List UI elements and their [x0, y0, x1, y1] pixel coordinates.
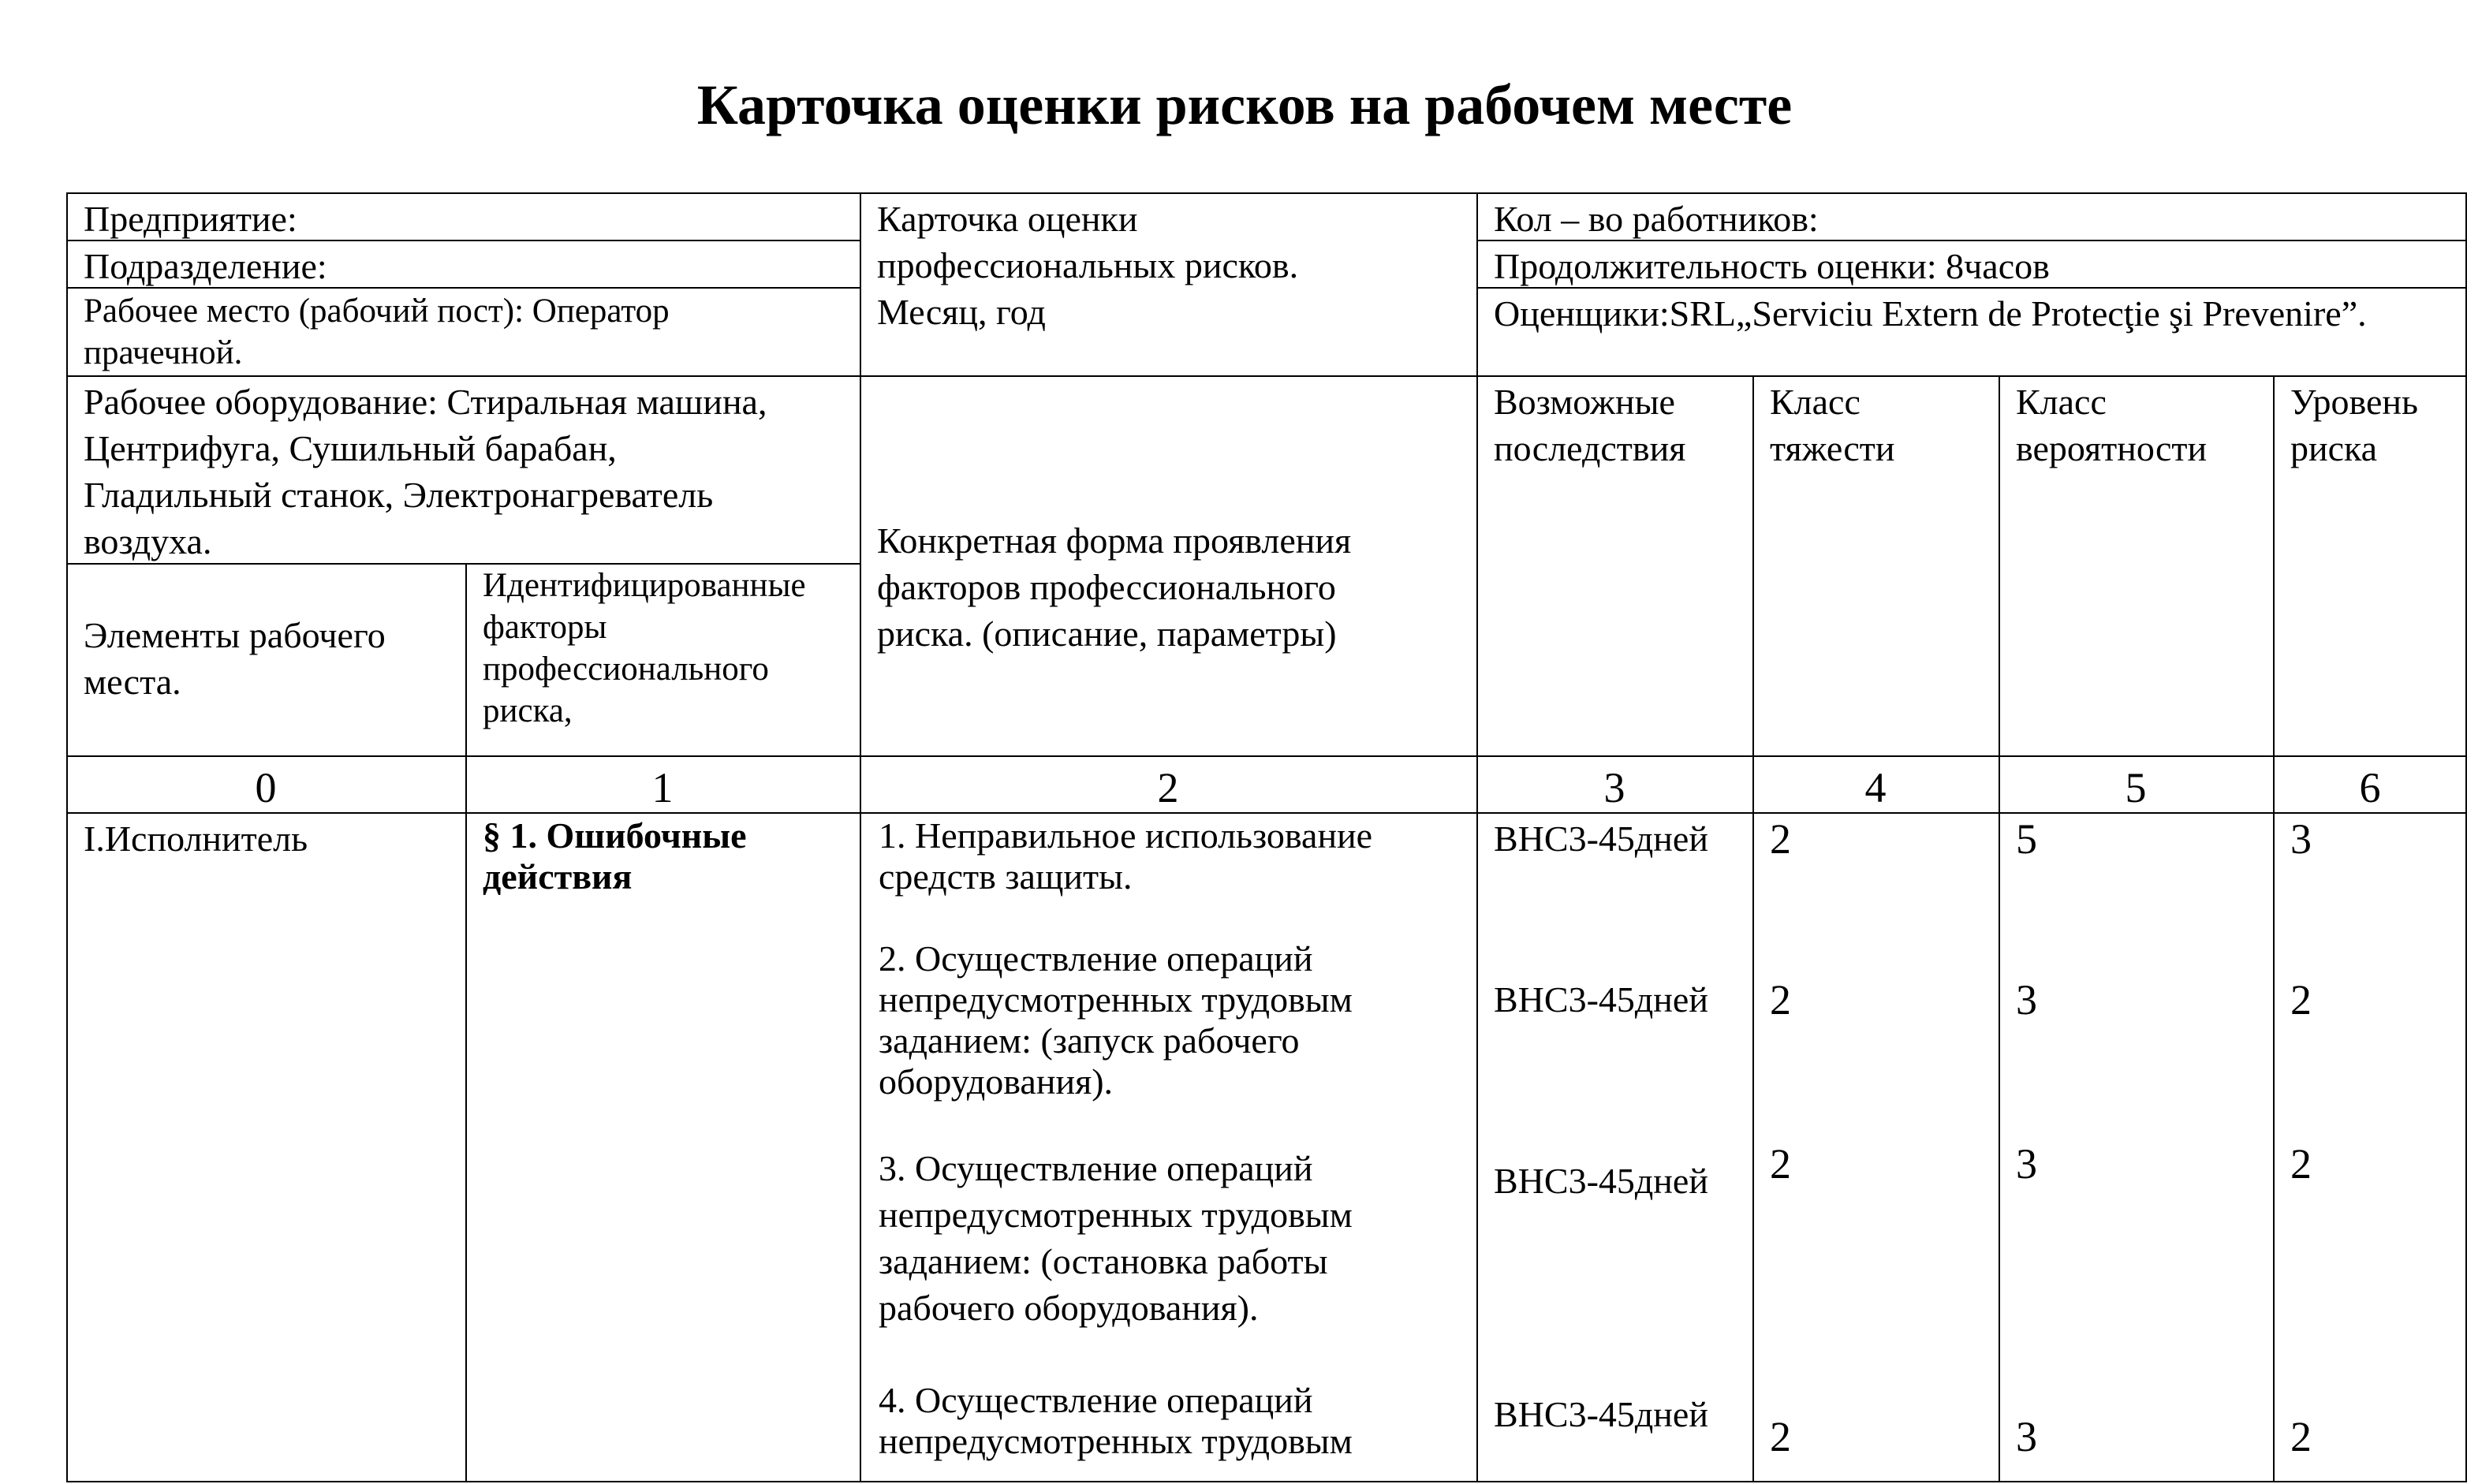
risk-description-line: 2. Осуществление операций — [879, 938, 1313, 979]
table-border-top — [66, 192, 2467, 194]
probability-value: 3 — [2016, 1413, 2037, 1460]
risk-description-line: 1. Неправильное использование — [879, 815, 1373, 856]
column-header-severity: Класс — [1770, 382, 1861, 422]
probability-value: 3 — [2016, 976, 2037, 1024]
risk-description-line: заданием: (запуск рабочего — [879, 1020, 1300, 1061]
column-number: 4 — [1864, 764, 1887, 811]
column-header-factors: риска, — [483, 692, 573, 729]
risk-level-value: 3 — [2290, 815, 2312, 863]
risk-description-line: непредусмотренных трудовым — [879, 1421, 1353, 1461]
equipment-line: воздуха. — [84, 521, 212, 561]
severity-value: 2 — [1770, 815, 1791, 863]
section-factor: § 1. Ошибочные — [483, 815, 747, 856]
workers-count-label: Кол – во работников: — [1494, 199, 1819, 239]
severity-value: 2 — [1770, 1413, 1791, 1460]
enterprise-label: Предприятие: — [84, 199, 297, 239]
column-header-severity: тяжести — [1770, 428, 1895, 468]
column-header-factors: профессионального — [483, 651, 769, 688]
risk-level-value: 2 — [2290, 976, 2312, 1024]
card-period-line: Месяц, год — [877, 292, 1046, 332]
risk-description-line: 3. Осуществление операций — [879, 1148, 1313, 1188]
workplace-label-line: прачечной. — [84, 334, 243, 371]
consequence-value: ВНС3-45дней — [1494, 818, 1708, 859]
column-divider — [1476, 192, 1478, 1482]
equipment-line: Гладильный станок, Электронагреватель — [84, 475, 714, 515]
table-border-left — [66, 192, 68, 1482]
probability-value: 3 — [2016, 1140, 2037, 1188]
risk-description-line: непредусмотренных трудовым — [879, 1195, 1353, 1235]
column-number: 2 — [1157, 764, 1179, 811]
row-divider — [66, 375, 2467, 377]
column-header-elements: места. — [84, 662, 181, 702]
column-header-consequences: Возможные — [1494, 382, 1675, 422]
table-border-bottom — [66, 1481, 2467, 1482]
risk-description-line: средств защиты. — [879, 856, 1133, 897]
equipment-line: Центрифуга, Сушильный барабан, — [84, 428, 617, 468]
column-divider — [860, 192, 861, 1482]
risk-description-line: 4. Осуществление операций — [879, 1380, 1313, 1420]
column-number: 3 — [1603, 764, 1625, 811]
card-title-line: Карточка оценки — [877, 199, 1138, 239]
section-factor: действия — [483, 856, 633, 897]
division-label: Подразделение: — [84, 246, 327, 286]
column-header-form: риска. (описание, параметры) — [877, 613, 1337, 654]
column-number: 0 — [255, 764, 277, 811]
severity-value: 2 — [1770, 976, 1791, 1024]
workplace-label-line: Рабочее место (рабочий пост): Оператор — [84, 293, 670, 330]
column-number: 6 — [2359, 764, 2381, 811]
row-divider — [66, 755, 2467, 757]
column-header-factors: факторы — [483, 609, 607, 646]
column-divider — [2273, 375, 2275, 1482]
risk-level-value: 2 — [2290, 1413, 2312, 1460]
consequence-value: ВНС3-45дней — [1494, 1394, 1708, 1434]
risk-description-line: рабочего оборудования). — [879, 1288, 1259, 1328]
assessors-label: Оценщики:SRL„Serviciu Extern de Protecţie şi Prevenire”. — [1494, 293, 2367, 334]
column-header-form: Конкретная форма проявления — [877, 520, 1352, 561]
column-divider — [1999, 375, 2000, 1482]
column-header-risk: Уровень — [2290, 382, 2418, 422]
column-header-probability: Класс — [2016, 382, 2107, 422]
section-element: I.Исполнитель — [84, 818, 308, 859]
card-title-line: профессиональных рисков. — [877, 245, 1299, 285]
probability-value: 5 — [2016, 815, 2037, 863]
equipment-line: Рабочее оборудование: Стиральная машина, — [84, 382, 767, 422]
column-divider — [1752, 375, 1754, 1482]
column-header-probability: вероятности — [2016, 428, 2208, 468]
column-number: 5 — [2125, 764, 2147, 811]
column-header-consequences: последствия — [1494, 428, 1686, 468]
risk-level-value: 2 — [2290, 1140, 2312, 1188]
assessment-duration: Продолжительность оценки: 8часов — [1494, 246, 2050, 286]
page-title: Карточка оценки рисков на рабочем месте — [696, 73, 1793, 136]
risk-description-line: оборудования). — [879, 1061, 1114, 1102]
risk-description-line: заданием: (остановка работы — [879, 1241, 1328, 1281]
consequence-value: ВНС3-45дней — [1494, 1161, 1708, 1201]
column-header-factors: Идентифицированные — [483, 567, 806, 604]
severity-value: 2 — [1770, 1140, 1791, 1188]
column-number: 1 — [651, 764, 674, 811]
column-header-form: факторов профессионального — [877, 567, 1336, 607]
risk-assessment-table — [66, 192, 2467, 1484]
column-header-risk: риска — [2290, 428, 2378, 468]
column-header-elements: Элементы рабочего — [84, 615, 386, 655]
column-divider — [465, 563, 467, 1482]
risk-description-line: непредусмотренных трудовым — [879, 979, 1353, 1020]
consequence-value: ВНС3-45дней — [1494, 979, 1708, 1020]
